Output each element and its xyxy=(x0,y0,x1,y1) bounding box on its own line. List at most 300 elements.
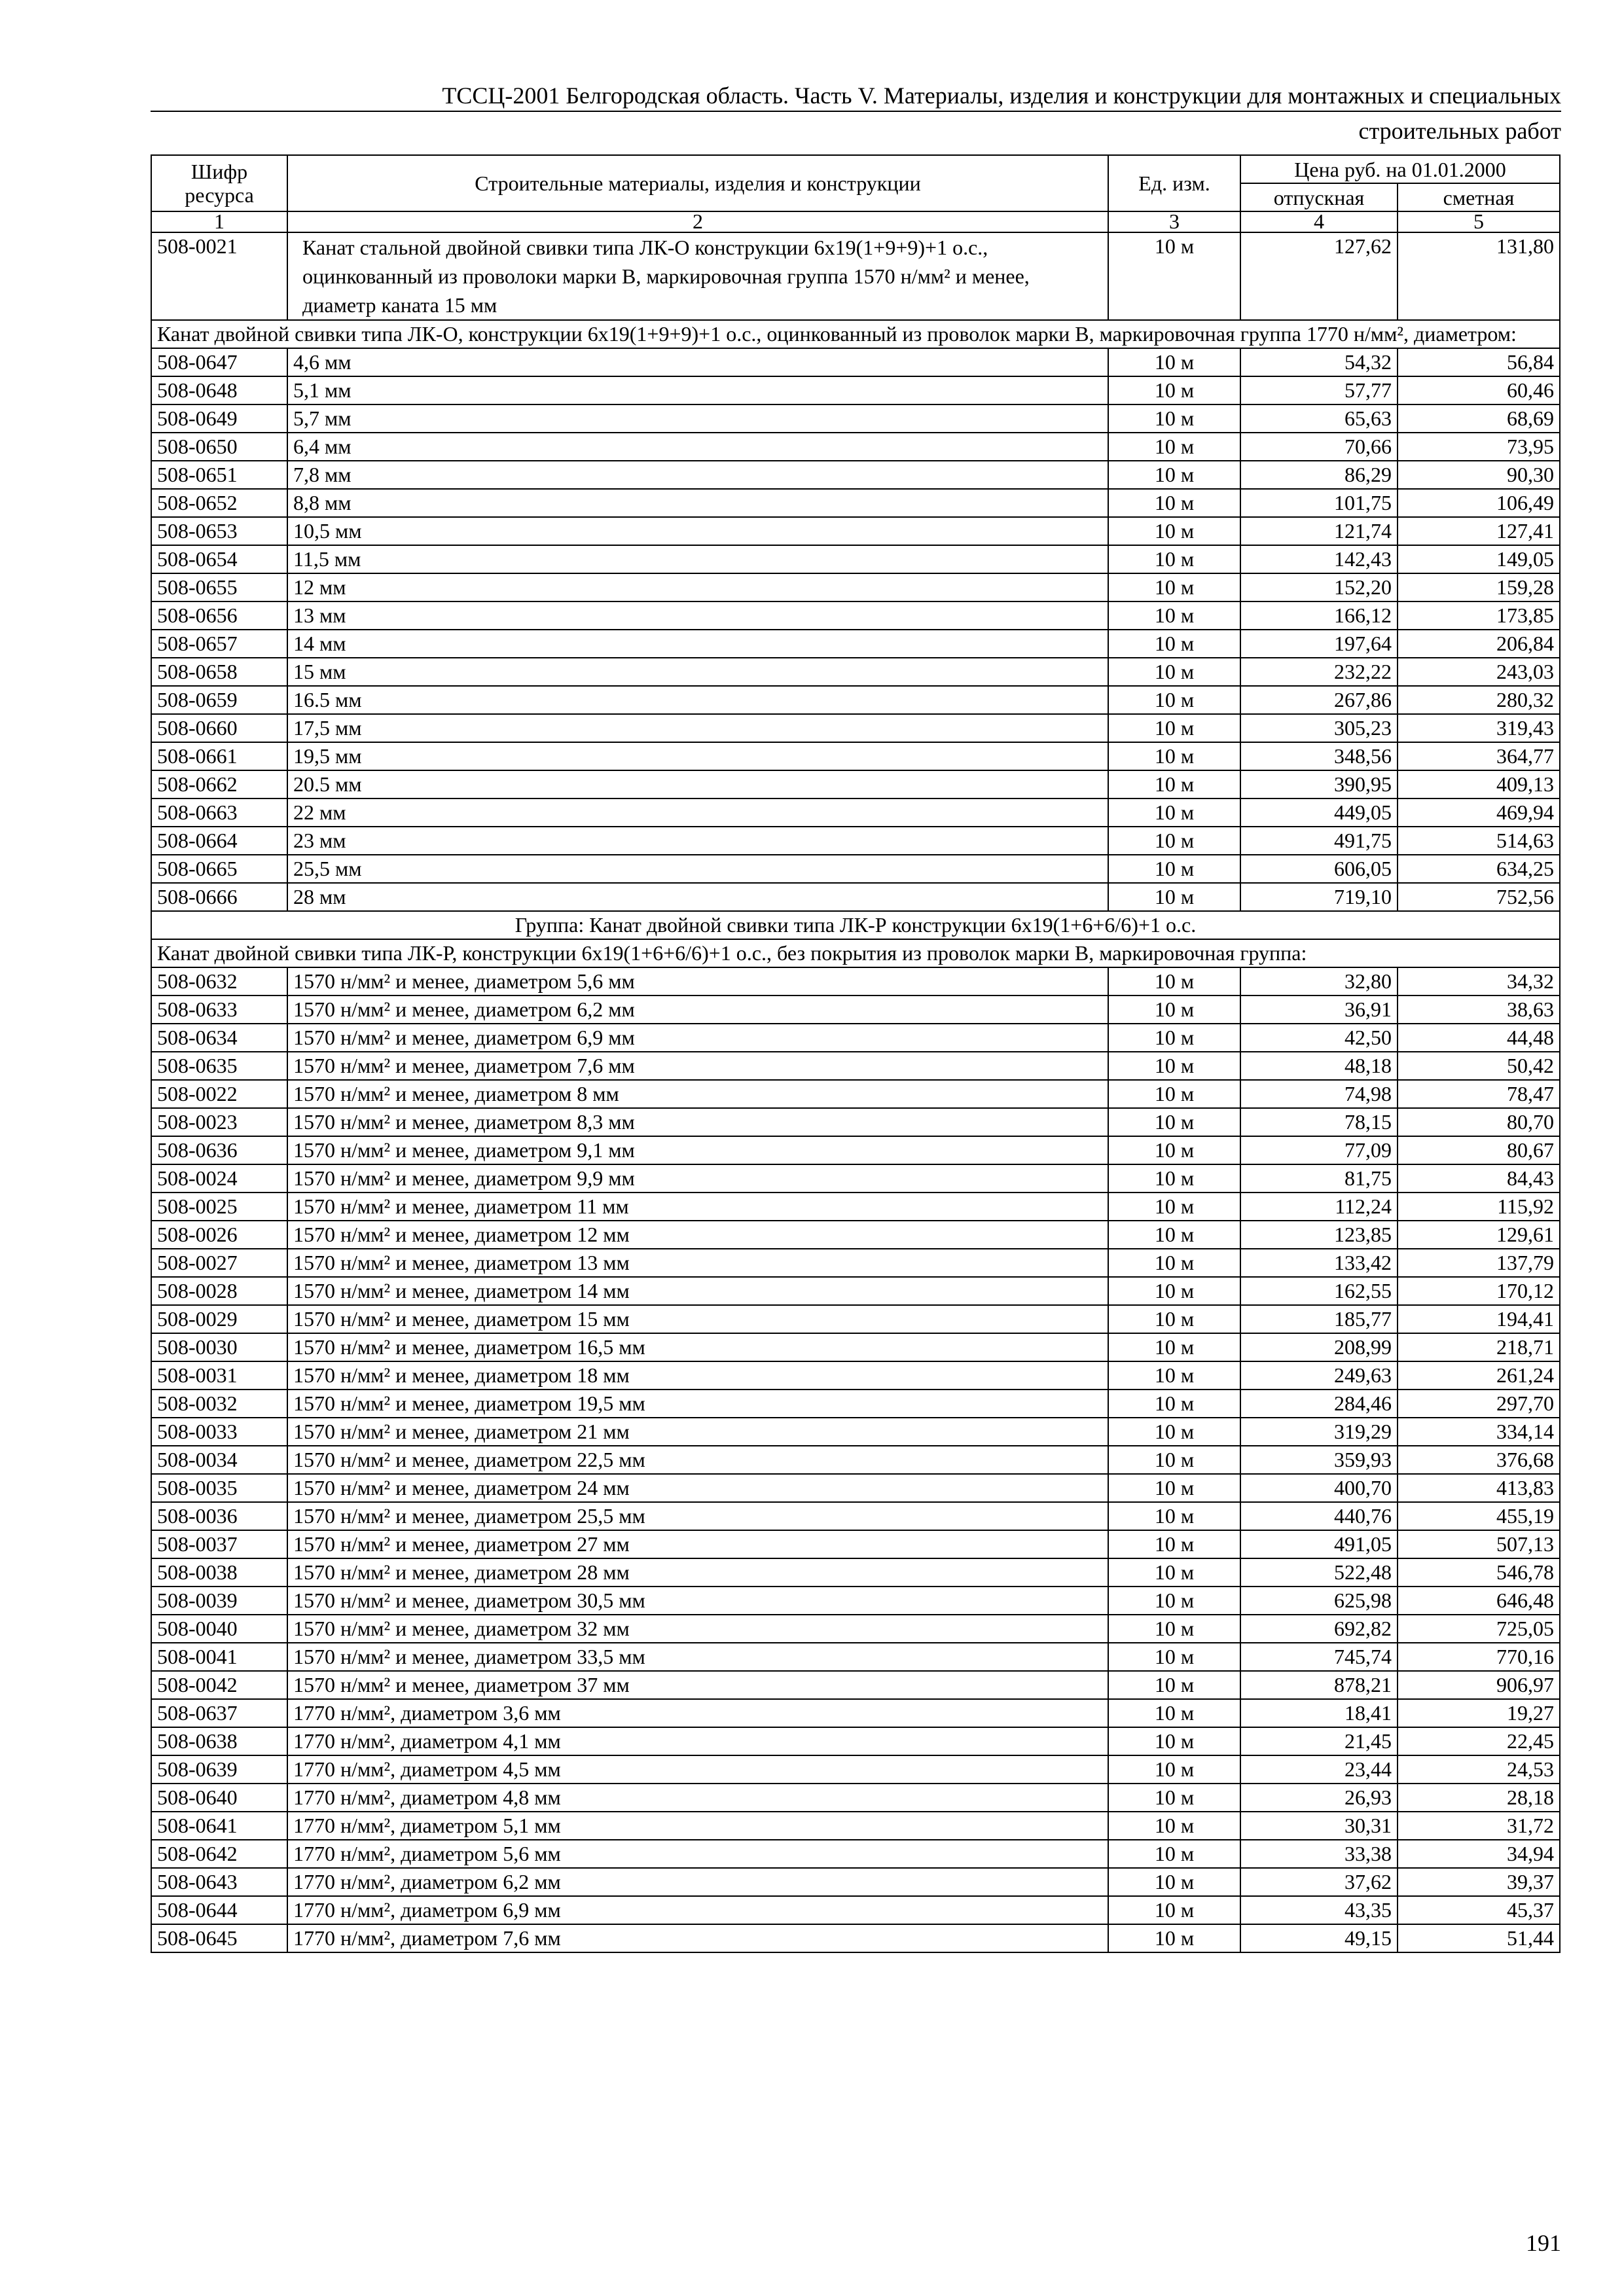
release-price: 33,38 xyxy=(1240,1840,1398,1868)
estimate-price: 34,32 xyxy=(1398,967,1560,996)
estimate-price: 149,05 xyxy=(1398,545,1560,573)
unit-of-measure: 10 м xyxy=(1108,1390,1240,1418)
unit-of-measure: 10 м xyxy=(1108,798,1240,827)
unit-of-measure: 10 м xyxy=(1108,1558,1240,1587)
release-price: 101,75 xyxy=(1240,489,1398,517)
resource-code: 508-0029 xyxy=(151,1305,287,1333)
section-heading-row xyxy=(151,320,1560,348)
release-price: 208,99 xyxy=(1240,1333,1398,1361)
resource-code: 508-0643 xyxy=(151,1868,287,1896)
table-row xyxy=(151,1390,1560,1418)
material-description: 1770 н/мм², диаметром 6,9 мм xyxy=(287,1896,1108,1924)
estimate-price: 56,84 xyxy=(1398,348,1560,376)
unit-of-measure: 10 м xyxy=(1108,461,1240,489)
estimate-price: 261,24 xyxy=(1398,1361,1560,1390)
release-price: 23,44 xyxy=(1240,1755,1398,1784)
table-row xyxy=(151,855,1560,883)
resource-code: 508-0028 xyxy=(151,1277,287,1305)
unit-of-measure: 10 м xyxy=(1108,1024,1240,1052)
material-description: 1570 н/мм² и менее, диаметром 13 мм xyxy=(287,1249,1108,1277)
table-row xyxy=(151,1530,1560,1558)
material-description: 1570 н/мм² и менее, диаметром 28 мм xyxy=(287,1558,1108,1587)
unit-of-measure: 10 м xyxy=(1108,1108,1240,1136)
estimate-price: 507,13 xyxy=(1398,1530,1560,1558)
estimate-price: 546,78 xyxy=(1398,1558,1560,1587)
release-price: 37,62 xyxy=(1240,1868,1398,1896)
resource-code: 508-0649 xyxy=(151,404,287,433)
estimate-price: 413,83 xyxy=(1398,1474,1560,1502)
unit-of-measure: 10 м xyxy=(1108,1474,1240,1502)
material-description: 25,5 мм xyxy=(287,855,1108,883)
table-row xyxy=(151,1671,1560,1699)
table-row xyxy=(151,376,1560,404)
table-row xyxy=(151,1755,1560,1784)
table-row xyxy=(151,601,1560,630)
material-description: Канат стальной двойной свивки типа ЛК-О конструкции 6х19(1+9+9)+1 о.с., оцинкованный из проволоки марки В, маркировочная группа 1570 н/мм² и менее, диаметр каната 15 мм xyxy=(287,232,1108,320)
release-price: 440,76 xyxy=(1240,1502,1398,1530)
release-price: 284,46 xyxy=(1240,1390,1398,1418)
estimate-price: 80,70 xyxy=(1398,1108,1560,1136)
header-estimate-price: сметная xyxy=(1398,183,1560,211)
table-row xyxy=(151,883,1560,911)
release-price: 359,93 xyxy=(1240,1446,1398,1474)
table-row xyxy=(151,1587,1560,1615)
table-row xyxy=(151,1699,1560,1727)
table-row xyxy=(151,1896,1560,1924)
estimate-price: 319,43 xyxy=(1398,714,1560,742)
material-description: 1570 н/мм² и менее, диаметром 12 мм xyxy=(287,1221,1108,1249)
release-price: 232,22 xyxy=(1240,658,1398,686)
unit-of-measure: 10 м xyxy=(1108,742,1240,770)
resource-code: 508-0041 xyxy=(151,1643,287,1671)
table-row xyxy=(151,658,1560,686)
material-description: 1770 н/мм², диаметром 7,6 мм xyxy=(287,1924,1108,1952)
table-row xyxy=(151,1868,1560,1896)
table-header-row-1 xyxy=(151,155,1560,183)
running-header xyxy=(151,81,1561,112)
unit-of-measure: 10 м xyxy=(1108,1812,1240,1840)
estimate-price: 646,48 xyxy=(1398,1587,1560,1615)
release-price: 197,64 xyxy=(1240,630,1398,658)
resource-code: 508-0663 xyxy=(151,798,287,827)
table-row xyxy=(151,348,1560,376)
estimate-price: 469,94 xyxy=(1398,798,1560,827)
table-row xyxy=(151,1558,1560,1587)
release-price: 21,45 xyxy=(1240,1727,1398,1755)
resource-code: 508-0030 xyxy=(151,1333,287,1361)
estimate-price: 115,92 xyxy=(1398,1193,1560,1221)
unit-of-measure: 10 м xyxy=(1108,827,1240,855)
column-numbers-row xyxy=(151,211,1560,232)
resource-code: 508-0665 xyxy=(151,855,287,883)
estimate-price: 45,37 xyxy=(1398,1896,1560,1924)
estimate-price: 206,84 xyxy=(1398,630,1560,658)
estimate-price: 80,67 xyxy=(1398,1136,1560,1164)
resource-code: 508-0666 xyxy=(151,883,287,911)
release-price: 745,74 xyxy=(1240,1643,1398,1671)
release-price: 400,70 xyxy=(1240,1474,1398,1502)
resource-code: 508-0648 xyxy=(151,376,287,404)
unit-of-measure: 10 м xyxy=(1108,714,1240,742)
release-price: 18,41 xyxy=(1240,1699,1398,1727)
estimate-price: 73,95 xyxy=(1398,433,1560,461)
material-description: 4,6 мм xyxy=(287,348,1108,376)
material-description: 1770 н/мм², диаметром 4,1 мм xyxy=(287,1727,1108,1755)
release-price: 491,75 xyxy=(1240,827,1398,855)
group-heading: Группа: Канат двойной свивки типа ЛК-Р конструкции 6х19(1+6+6/6)+1 о.с. xyxy=(151,911,1560,939)
material-description: 14 мм xyxy=(287,630,1108,658)
column-number: 2 xyxy=(287,211,1108,232)
estimate-price: 218,71 xyxy=(1398,1333,1560,1361)
estimate-price: 297,70 xyxy=(1398,1390,1560,1418)
resource-code: 508-0656 xyxy=(151,601,287,630)
release-price: 449,05 xyxy=(1240,798,1398,827)
estimate-price: 50,42 xyxy=(1398,1052,1560,1080)
table-row xyxy=(151,1052,1560,1080)
resource-code: 508-0039 xyxy=(151,1587,287,1615)
material-description: 7,8 мм xyxy=(287,461,1108,489)
release-price: 112,24 xyxy=(1240,1193,1398,1221)
unit-of-measure: 10 м xyxy=(1108,630,1240,658)
release-price: 78,15 xyxy=(1240,1108,1398,1136)
section-heading: Канат двойной свивки типа ЛК-О, конструкции 6х19(1+9+9)+1 о.с., оцинкованный из проволок марки В, маркировочная группа 1770 н/мм², диаметром: xyxy=(151,320,1560,348)
release-price: 152,20 xyxy=(1240,573,1398,601)
resource-code: 508-0647 xyxy=(151,348,287,376)
column-number: 5 xyxy=(1398,211,1560,232)
unit-of-measure: 10 м xyxy=(1108,1699,1240,1727)
unit-of-measure: 10 м xyxy=(1108,601,1240,630)
table-row xyxy=(151,1249,1560,1277)
resource-code: 508-0035 xyxy=(151,1474,287,1502)
unit-of-measure: 10 м xyxy=(1108,1305,1240,1333)
material-description: 10,5 мм xyxy=(287,517,1108,545)
header-release-price: отпускная xyxy=(1240,183,1398,211)
resource-code: 508-0636 xyxy=(151,1136,287,1164)
unit-of-measure: 10 м xyxy=(1108,232,1240,320)
release-price: 43,35 xyxy=(1240,1896,1398,1924)
table-row xyxy=(151,1502,1560,1530)
table-row xyxy=(151,742,1560,770)
unit-of-measure: 10 м xyxy=(1108,1784,1240,1812)
header-materials: Строительные материалы, изделия и конструкции xyxy=(287,155,1108,211)
resource-code: 508-0040 xyxy=(151,1615,287,1643)
estimate-price: 514,63 xyxy=(1398,827,1560,855)
material-description: 1770 н/мм², диаметром 4,5 мм xyxy=(287,1755,1108,1784)
unit-of-measure: 10 м xyxy=(1108,1446,1240,1474)
unit-of-measure: 10 м xyxy=(1108,658,1240,686)
release-price: 48,18 xyxy=(1240,1052,1398,1080)
resource-code: 508-0642 xyxy=(151,1840,287,1868)
resource-code: 508-0033 xyxy=(151,1418,287,1446)
unit-of-measure: 10 м xyxy=(1108,1840,1240,1868)
unit-of-measure: 10 м xyxy=(1108,545,1240,573)
table-row xyxy=(151,1108,1560,1136)
table-row xyxy=(151,433,1560,461)
resource-code: 508-0662 xyxy=(151,770,287,798)
release-price: 127,62 xyxy=(1240,232,1398,320)
material-description: 1570 н/мм² и менее, диаметром 21 мм xyxy=(287,1418,1108,1446)
unit-of-measure: 10 м xyxy=(1108,686,1240,714)
estimate-price: 127,41 xyxy=(1398,517,1560,545)
release-price: 319,29 xyxy=(1240,1418,1398,1446)
material-description: 11,5 мм xyxy=(287,545,1108,573)
material-description: 1570 н/мм² и менее, диаметром 37 мм xyxy=(287,1671,1108,1699)
material-description: 1570 н/мм² и менее, диаметром 24 мм xyxy=(287,1474,1108,1502)
resource-code: 508-0036 xyxy=(151,1502,287,1530)
table-row xyxy=(151,827,1560,855)
material-description: 16.5 мм xyxy=(287,686,1108,714)
table-row xyxy=(151,461,1560,489)
unit-of-measure: 10 м xyxy=(1108,1615,1240,1643)
column-number: 1 xyxy=(151,211,287,232)
material-description: 1770 н/мм², диаметром 5,6 мм xyxy=(287,1840,1108,1868)
group-heading-row xyxy=(151,911,1560,939)
resource-code: 508-0031 xyxy=(151,1361,287,1390)
unit-of-measure: 10 м xyxy=(1108,1164,1240,1193)
estimate-price: 752,56 xyxy=(1398,883,1560,911)
unit-of-measure: 10 м xyxy=(1108,489,1240,517)
estimate-price: 78,47 xyxy=(1398,1080,1560,1108)
estimate-price: 84,43 xyxy=(1398,1164,1560,1193)
unit-of-measure: 10 м xyxy=(1108,1080,1240,1108)
material-description: 23 мм xyxy=(287,827,1108,855)
release-price: 878,21 xyxy=(1240,1671,1398,1699)
material-description: 17,5 мм xyxy=(287,714,1108,742)
material-description: 1570 н/мм² и менее, диаметром 18 мм xyxy=(287,1361,1108,1390)
release-price: 86,29 xyxy=(1240,461,1398,489)
table-row xyxy=(151,630,1560,658)
table-row xyxy=(151,686,1560,714)
resource-code: 508-0037 xyxy=(151,1530,287,1558)
release-price: 491,05 xyxy=(1240,1530,1398,1558)
header-price: Цена руб. на 01.01.2000 xyxy=(1240,155,1560,183)
resource-code: 508-0657 xyxy=(151,630,287,658)
material-description: 1570 н/мм² и менее, диаметром 5,6 мм xyxy=(287,967,1108,996)
unit-of-measure: 10 м xyxy=(1108,855,1240,883)
estimate-price: 455,19 xyxy=(1398,1502,1560,1530)
table-row xyxy=(151,1080,1560,1108)
material-description: 19,5 мм xyxy=(287,742,1108,770)
release-price: 26,93 xyxy=(1240,1784,1398,1812)
material-description: 1570 н/мм² и менее, диаметром 6,2 мм xyxy=(287,996,1108,1024)
unit-of-measure: 10 м xyxy=(1108,883,1240,911)
estimate-price: 173,85 xyxy=(1398,601,1560,630)
release-price: 166,12 xyxy=(1240,601,1398,630)
resource-code: 508-0654 xyxy=(151,545,287,573)
unit-of-measure: 10 м xyxy=(1108,517,1240,545)
material-description: 1570 н/мм² и менее, диаметром 9,9 мм xyxy=(287,1164,1108,1193)
release-price: 54,32 xyxy=(1240,348,1398,376)
estimate-price: 159,28 xyxy=(1398,573,1560,601)
release-price: 81,75 xyxy=(1240,1164,1398,1193)
unit-of-measure: 10 м xyxy=(1108,996,1240,1024)
estimate-price: 725,05 xyxy=(1398,1615,1560,1643)
table-row xyxy=(151,1446,1560,1474)
material-description: 1570 н/мм² и менее, диаметром 8 мм xyxy=(287,1080,1108,1108)
release-price: 522,48 xyxy=(1240,1558,1398,1587)
material-description: 22 мм xyxy=(287,798,1108,827)
resource-code: 508-0661 xyxy=(151,742,287,770)
table-row xyxy=(151,1361,1560,1390)
release-price: 30,31 xyxy=(1240,1812,1398,1840)
estimate-price: 90,30 xyxy=(1398,461,1560,489)
resource-code: 508-0655 xyxy=(151,573,287,601)
release-price: 390,95 xyxy=(1240,770,1398,798)
material-description: 1570 н/мм² и менее, диаметром 16,5 мм xyxy=(287,1333,1108,1361)
release-price: 185,77 xyxy=(1240,1305,1398,1333)
resource-code: 508-0639 xyxy=(151,1755,287,1784)
release-price: 249,63 xyxy=(1240,1361,1398,1390)
release-price: 267,86 xyxy=(1240,686,1398,714)
material-description: 1570 н/мм² и менее, диаметром 19,5 мм xyxy=(287,1390,1108,1418)
resource-code: 508-0640 xyxy=(151,1784,287,1812)
table-row xyxy=(151,1305,1560,1333)
table-row xyxy=(151,1277,1560,1305)
material-description: 1570 н/мм² и менее, диаметром 30,5 мм xyxy=(287,1587,1108,1615)
unit-of-measure: 10 м xyxy=(1108,376,1240,404)
resource-code: 508-0632 xyxy=(151,967,287,996)
release-price: 133,42 xyxy=(1240,1249,1398,1277)
resource-code: 508-0660 xyxy=(151,714,287,742)
material-description: 1770 н/мм², диаметром 5,1 мм xyxy=(287,1812,1108,1840)
release-price: 162,55 xyxy=(1240,1277,1398,1305)
header-code: Шифр ресурса xyxy=(151,155,287,211)
section-heading: Канат двойной свивки типа ЛК-Р, конструкции 6х19(1+6+6/6)+1 о.с., без покрытия из проволок марки В, маркировочная группа: xyxy=(151,939,1560,967)
resource-code: 508-0641 xyxy=(151,1812,287,1840)
material-description: 1570 н/мм² и менее, диаметром 22,5 мм xyxy=(287,1446,1108,1474)
estimate-price: 243,03 xyxy=(1398,658,1560,686)
release-price: 692,82 xyxy=(1240,1615,1398,1643)
release-price: 719,10 xyxy=(1240,883,1398,911)
unit-of-measure: 10 м xyxy=(1108,404,1240,433)
material-description: 1570 н/мм² и менее, диаметром 8,3 мм xyxy=(287,1108,1108,1136)
table-row xyxy=(151,1615,1560,1643)
material-description: 20.5 мм xyxy=(287,770,1108,798)
resource-code: 508-0664 xyxy=(151,827,287,855)
resource-code: 508-0023 xyxy=(151,1108,287,1136)
estimate-price: 28,18 xyxy=(1398,1784,1560,1812)
table-row xyxy=(151,967,1560,996)
estimate-price: 170,12 xyxy=(1398,1277,1560,1305)
resource-code: 508-0645 xyxy=(151,1924,287,1952)
estimate-price: 51,44 xyxy=(1398,1924,1560,1952)
release-price: 142,43 xyxy=(1240,545,1398,573)
estimate-price: 364,77 xyxy=(1398,742,1560,770)
table-row xyxy=(151,1164,1560,1193)
resource-code: 508-0633 xyxy=(151,996,287,1024)
resource-code: 508-0658 xyxy=(151,658,287,686)
resource-code: 508-0659 xyxy=(151,686,287,714)
unit-of-measure: 10 м xyxy=(1108,1924,1240,1952)
material-description: 1570 н/мм² и менее, диаметром 33,5 мм xyxy=(287,1643,1108,1671)
table-row xyxy=(151,517,1560,545)
table-row xyxy=(151,1840,1560,1868)
material-description: 5,7 мм xyxy=(287,404,1108,433)
unit-of-measure: 10 м xyxy=(1108,1418,1240,1446)
estimate-price: 39,37 xyxy=(1398,1868,1560,1896)
unit-of-measure: 10 м xyxy=(1108,348,1240,376)
table-row xyxy=(151,1333,1560,1361)
unit-of-measure: 10 м xyxy=(1108,433,1240,461)
material-description: 1570 н/мм² и менее, диаметром 27 мм xyxy=(287,1530,1108,1558)
unit-of-measure: 10 м xyxy=(1108,573,1240,601)
unit-of-measure: 10 м xyxy=(1108,967,1240,996)
estimate-price: 634,25 xyxy=(1398,855,1560,883)
table-row xyxy=(151,489,1560,517)
material-description: 1570 н/мм² и менее, диаметром 7,6 мм xyxy=(287,1052,1108,1080)
resource-code: 508-0034 xyxy=(151,1446,287,1474)
table-row xyxy=(151,1784,1560,1812)
resource-code: 508-0634 xyxy=(151,1024,287,1052)
material-description: 1770 н/мм², диаметром 3,6 мм xyxy=(287,1699,1108,1727)
estimate-price: 44,48 xyxy=(1398,1024,1560,1052)
resource-code: 508-0651 xyxy=(151,461,287,489)
estimate-price: 24,53 xyxy=(1398,1755,1560,1784)
unit-of-measure: 10 м xyxy=(1108,1643,1240,1671)
column-number: 3 xyxy=(1108,211,1240,232)
material-description: 1770 н/мм², диаметром 4,8 мм xyxy=(287,1784,1108,1812)
release-price: 123,85 xyxy=(1240,1221,1398,1249)
material-description: 12 мм xyxy=(287,573,1108,601)
resource-code: 508-0026 xyxy=(151,1221,287,1249)
unit-of-measure: 10 м xyxy=(1108,1136,1240,1164)
table-row xyxy=(151,1727,1560,1755)
release-price: 36,91 xyxy=(1240,996,1398,1024)
table-row xyxy=(151,1024,1560,1052)
unit-of-measure: 10 м xyxy=(1108,1333,1240,1361)
material-description: 1570 н/мм² и менее, диаметром 9,1 мм xyxy=(287,1136,1108,1164)
resource-code: 508-0042 xyxy=(151,1671,287,1699)
material-description: 1570 н/мм² и менее, диаметром 11 мм xyxy=(287,1193,1108,1221)
material-description: 5,1 мм xyxy=(287,376,1108,404)
material-description: 1570 н/мм² и менее, диаметром 32 мм xyxy=(287,1615,1108,1643)
table-row xyxy=(151,232,1560,320)
resource-code: 508-0027 xyxy=(151,1249,287,1277)
section-heading-row xyxy=(151,939,1560,967)
release-price: 348,56 xyxy=(1240,742,1398,770)
estimate-price: 376,68 xyxy=(1398,1446,1560,1474)
unit-of-measure: 10 м xyxy=(1108,1502,1240,1530)
table-row xyxy=(151,573,1560,601)
release-price: 57,77 xyxy=(1240,376,1398,404)
estimate-price: 38,63 xyxy=(1398,996,1560,1024)
estimate-price: 19,27 xyxy=(1398,1699,1560,1727)
unit-of-measure: 10 м xyxy=(1108,1221,1240,1249)
material-description: 8,8 мм xyxy=(287,489,1108,517)
table-row xyxy=(151,1643,1560,1671)
table-row xyxy=(151,1418,1560,1446)
release-price: 77,09 xyxy=(1240,1136,1398,1164)
material-description: 1570 н/мм² и менее, диаметром 25,5 мм xyxy=(287,1502,1108,1530)
release-price: 625,98 xyxy=(1240,1587,1398,1615)
material-description: 6,4 мм xyxy=(287,433,1108,461)
release-price: 42,50 xyxy=(1240,1024,1398,1052)
material-description: 1570 н/мм² и менее, диаметром 6,9 мм xyxy=(287,1024,1108,1052)
estimate-price: 31,72 xyxy=(1398,1812,1560,1840)
unit-of-measure: 10 м xyxy=(1108,770,1240,798)
estimate-price: 906,97 xyxy=(1398,1671,1560,1699)
table-row xyxy=(151,404,1560,433)
resource-code: 508-0653 xyxy=(151,517,287,545)
release-price: 305,23 xyxy=(1240,714,1398,742)
unit-of-measure: 10 м xyxy=(1108,1896,1240,1924)
table-row xyxy=(151,1221,1560,1249)
resource-code: 508-0025 xyxy=(151,1193,287,1221)
table-row xyxy=(151,545,1560,573)
table-row xyxy=(151,714,1560,742)
page-number: 191 xyxy=(1526,2230,1561,2256)
column-number: 4 xyxy=(1240,211,1398,232)
